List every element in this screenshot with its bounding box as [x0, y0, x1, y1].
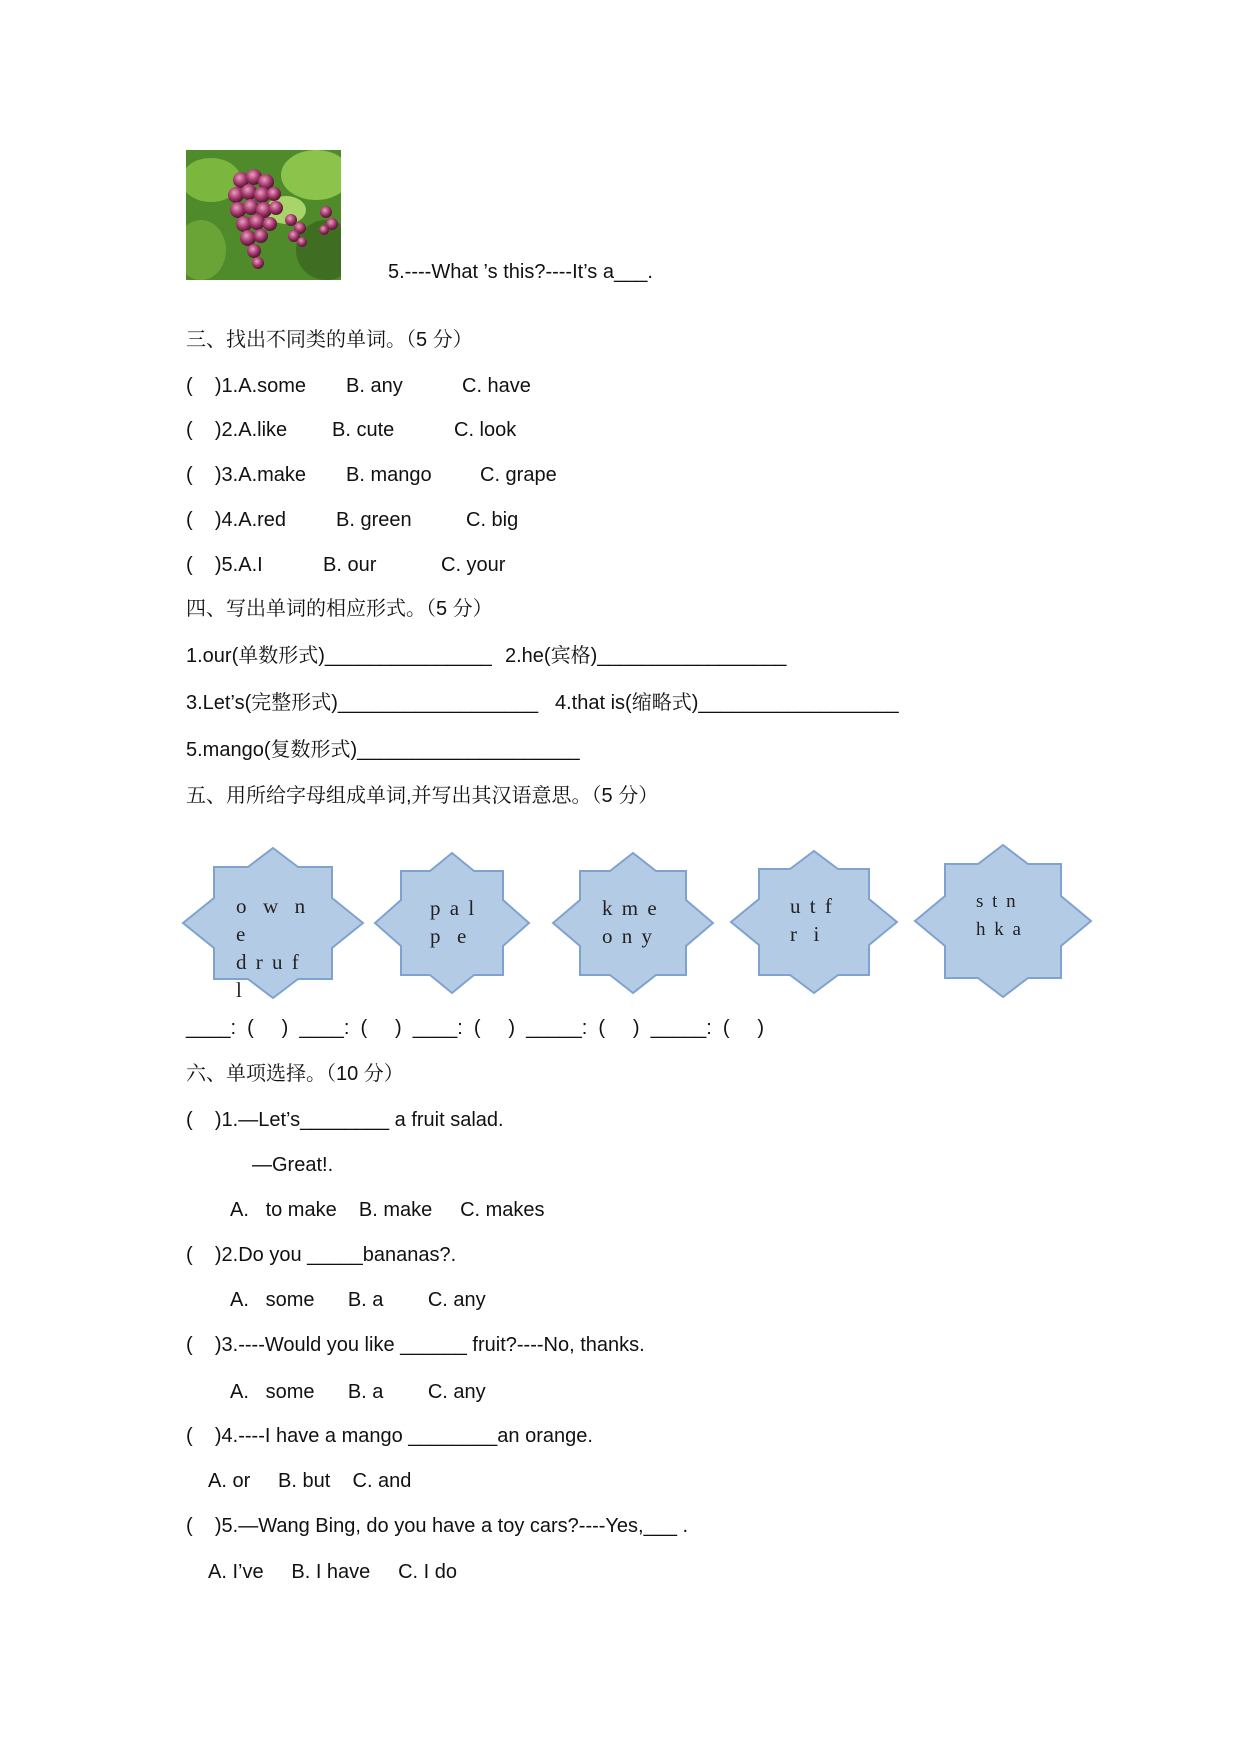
s3-item5-c: C. your: [441, 554, 506, 576]
s3-item2-num: ( )2.A.like: [186, 419, 288, 441]
s4-line1b: 2.he(宾格)_________________: [505, 645, 787, 667]
s4-line2a: 3.Let’s(完整形式)__________________: [186, 692, 539, 714]
s6-q1: ( )1.—Let’s________ a fruit salad.: [186, 1109, 504, 1131]
s3-item1-c: C. have: [462, 375, 531, 397]
s6-q2-options: A. some B. a C. any: [230, 1289, 486, 1311]
s4-line1a: 1.our(单数形式)_______________: [186, 645, 492, 667]
s3-item1-num: ( )1.A.some: [186, 375, 307, 397]
s4-line2b: 4.that is(缩略式)__________________: [555, 692, 899, 714]
star-letters-3: k m e o n y: [602, 896, 659, 948]
section6-title: 六、单项选择。（10 分）: [186, 1063, 404, 1085]
star-letters-5: s t n h k a: [976, 891, 1023, 940]
s3-item4-b: B. green: [336, 509, 412, 531]
s6-q3: ( )3.----Would you like ______ fruit?----No, thanks.: [186, 1334, 645, 1356]
section3-title: 三、找出不同类的单词。（5 分）: [186, 329, 473, 351]
s6-q3-options: A. some B. a C. any: [230, 1381, 486, 1403]
s3-item1-b: B. any: [346, 375, 403, 397]
s3-item3-c: C. grape: [480, 464, 557, 486]
s6-q2: ( )2.Do you _____bananas?.: [186, 1244, 457, 1266]
s3-item3-num: ( )3.A.make: [186, 464, 307, 486]
s6-q1-response: —Great!.: [252, 1154, 334, 1176]
s3-item4-num: ( )4.A.red: [186, 509, 287, 531]
s3-item2-b: B. cute: [332, 419, 395, 441]
section4-title: 四、写出单词的相应形式。（5 分）: [186, 598, 493, 620]
grape-photo: [186, 150, 341, 280]
s6-q1-options: A. to make B. make C. makes: [230, 1199, 545, 1221]
s6-q4: ( )4.----I have a mango ________an orange.: [186, 1425, 593, 1447]
s6-q5-options: A. I’ve B. I have C. I do: [208, 1561, 457, 1583]
star-letters-1: o w n e d r u f l: [236, 894, 308, 1002]
question-5-text: 5.----What ’s this?----It’s a___.: [388, 261, 653, 283]
s5-answer-line: ____: ( ) ____: ( ) ____: ( ) _____: ( ) _____: ( ): [186, 1017, 765, 1039]
s6-q4-options: A. or B. but C. and: [208, 1470, 412, 1492]
s6-q5: ( )5.—Wang Bing, do you have a toy cars?----Yes,___ .: [186, 1515, 689, 1537]
s4-line3: 5.mango(复数形式)____________________: [186, 739, 580, 761]
star-letters-4: u t f r i: [790, 894, 834, 946]
section5-title: 五、用所给字母组成单词,并写出其汉语意思。（5 分）: [186, 785, 659, 807]
star-letters-2: p a l p e: [430, 896, 477, 948]
s3-item3-b: B. mango: [346, 464, 432, 486]
s3-item5-num: ( )5.A.I: [186, 554, 263, 576]
s3-item5-b: B. our: [323, 554, 377, 576]
s3-item2-c: C. look: [454, 419, 517, 441]
s3-item4-c: C. big: [466, 509, 519, 531]
